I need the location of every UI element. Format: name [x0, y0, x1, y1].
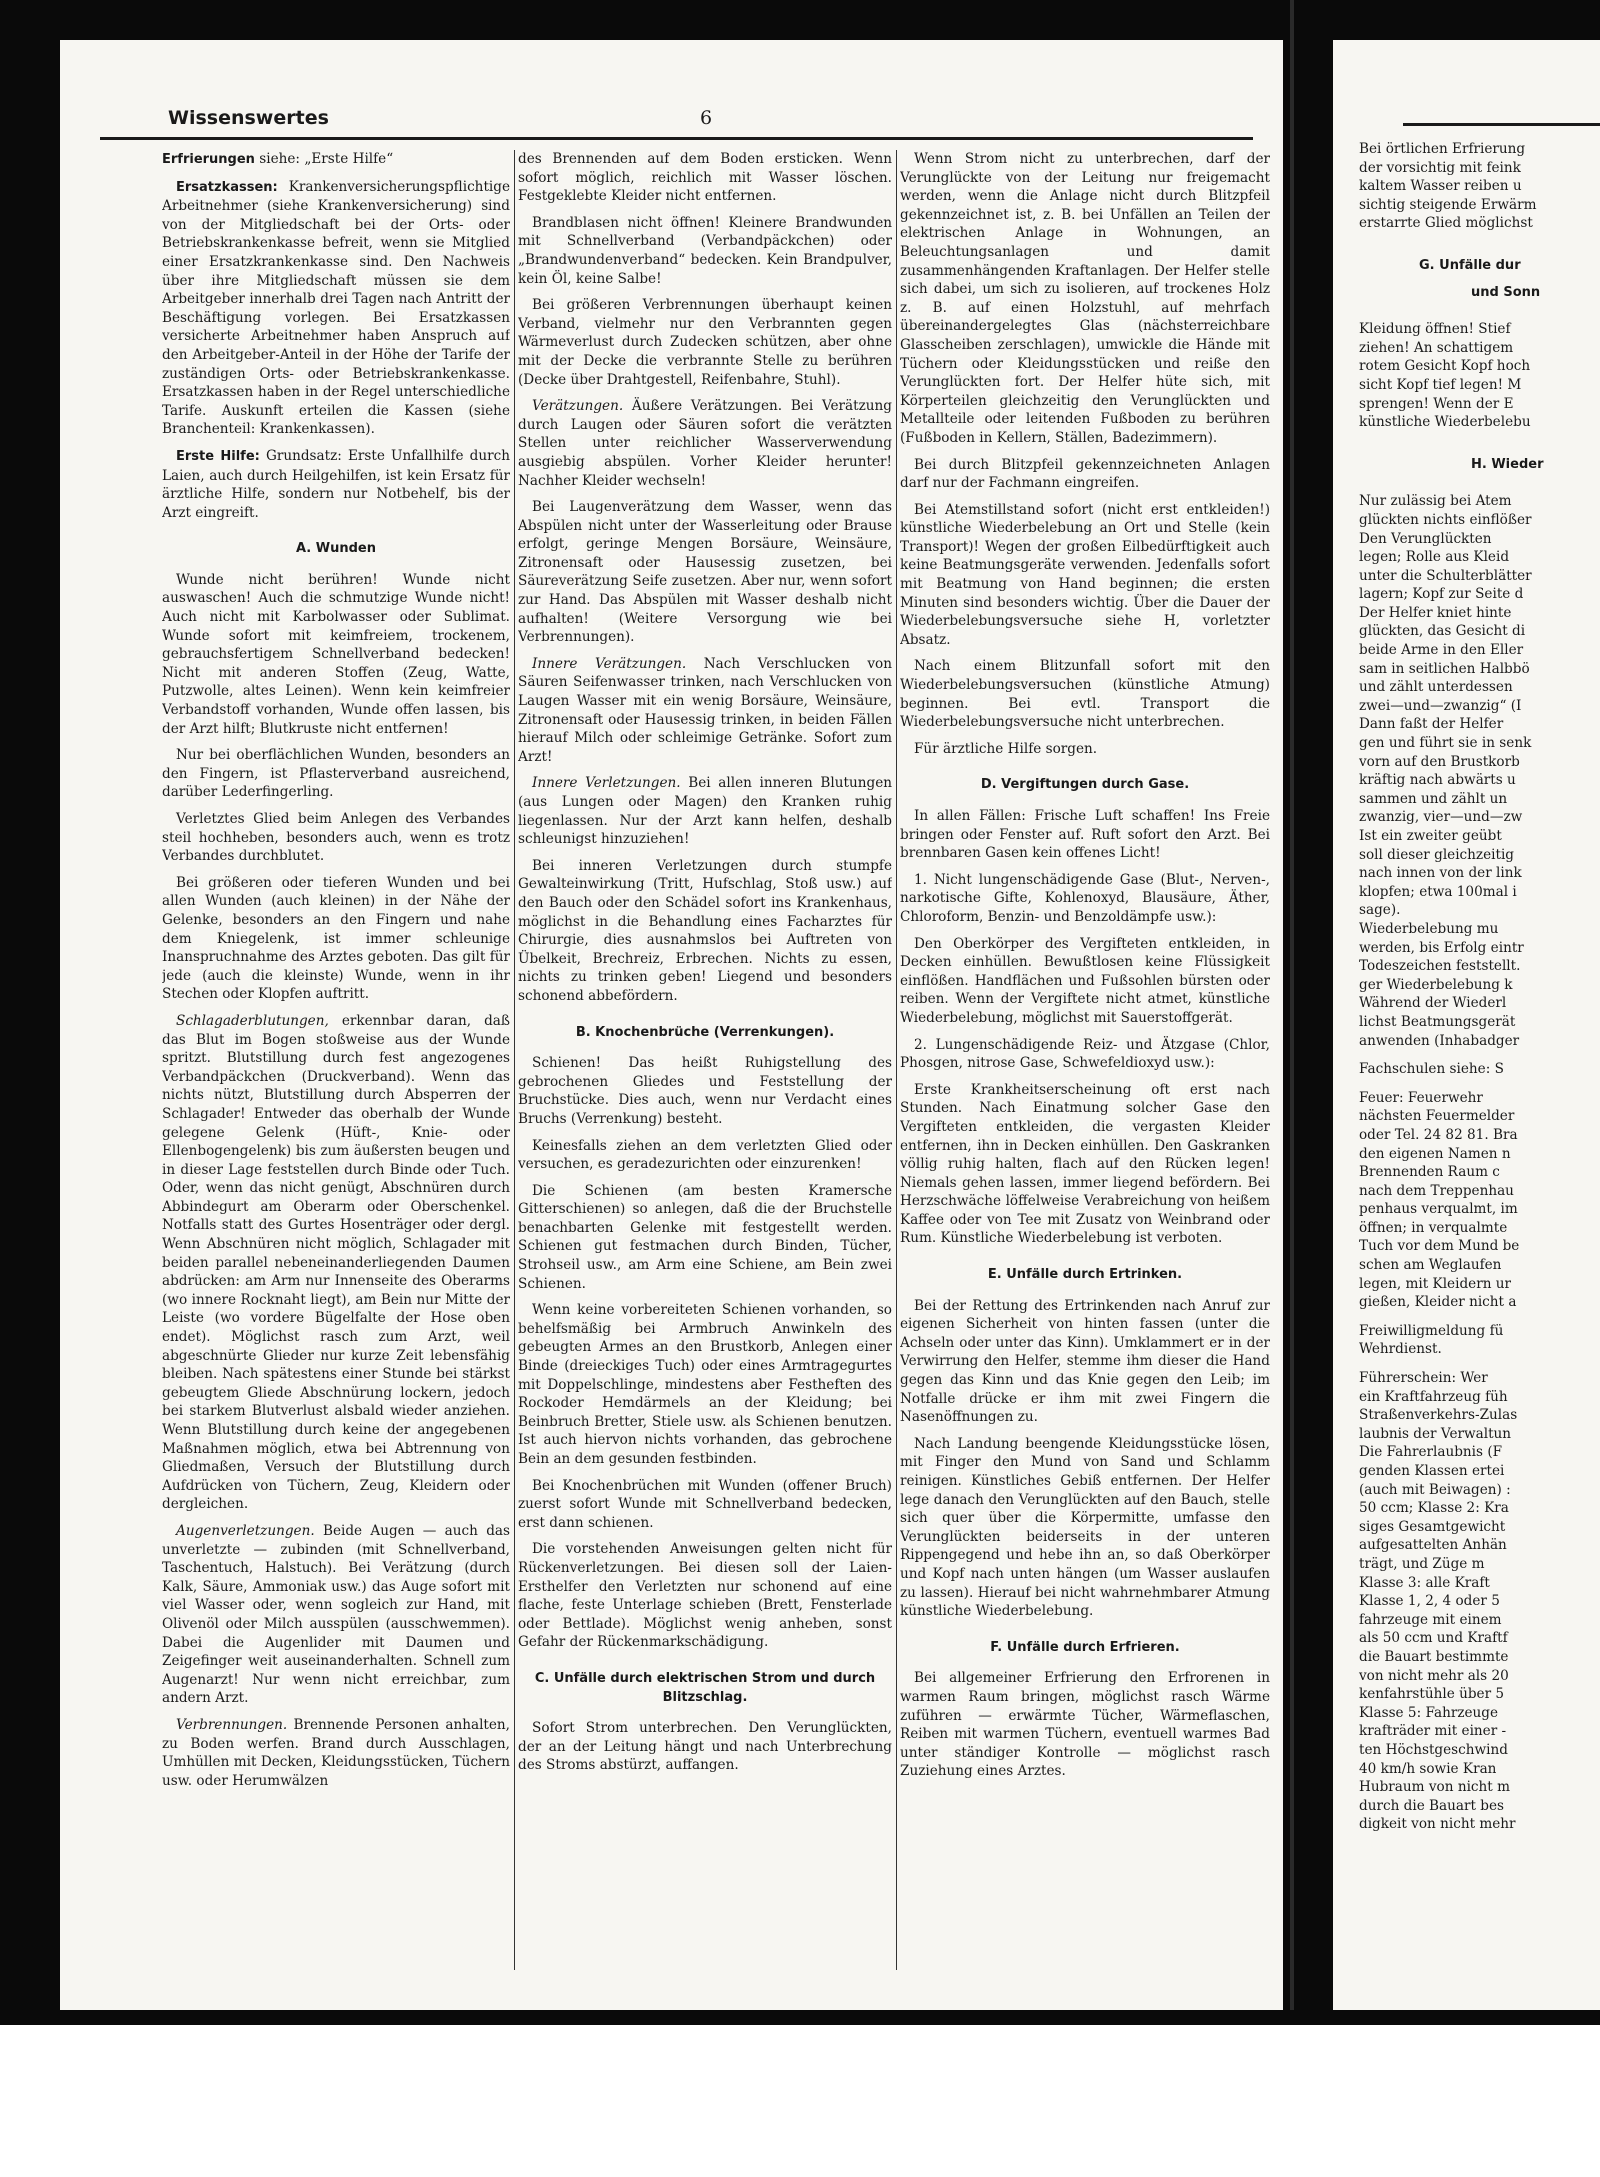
- entry-keyword: Erste Hilfe:: [176, 448, 260, 464]
- text-line: glückten, das Gesicht di: [1359, 623, 1526, 640]
- text-line: Wehrdienst.: [1359, 1341, 1442, 1358]
- text-line: kräftig nach abwärts u: [1359, 772, 1516, 789]
- paragraph: [518, 774, 892, 848]
- text-line: sprengen! Wenn der E: [1359, 395, 1514, 412]
- text-line: von nicht mehr als 20: [1359, 1667, 1509, 1684]
- paragraph: [518, 150, 892, 206]
- entry-keyword: Erfrierungen: [162, 152, 255, 167]
- text-column-3: [900, 150, 1270, 2000]
- paragraph-text: Wenn Strom nicht zu unterbrechen, darf der Verunglückte von der Leitung nur freigemacht werden, wenn die Anlage nicht durch Blitzpfeil gekennzeichnet ist, z. B. bei Unfällen an Teilen der elektrischen Anlage in Wohnungen, an Beleuchtungsanlagen und damit zusammenhängenden Kraftanlagen. Der Helfer stelle sich dabei, um sich zu isolieren, auf trockenes Holz z. B. auf einen Holzstuhl, auf mehrfach übereinandergelegtes Glas (nächsterreichbare Glasscheiben zerschlagen), umwickle die Hände mit Tüchern oder Kleidungsstücken und reiße den Verunglückten fort. Der Helfer hüte sich, mit Körperteilen gleichzeitig den Verunglückten und Metallteile oder leitenden Fußboden zu berühren (Fußboden in Kellern, Ställen, Badezimmern).: [900, 151, 1270, 446]
- subsection-keyword: Augenverletzungen.: [176, 1522, 315, 1539]
- text-line: öffnen; in verqualmte: [1359, 1219, 1508, 1236]
- paragraph: [518, 214, 892, 288]
- paragraph: [518, 1054, 892, 1128]
- text-line: den eigenen Namen n: [1359, 1145, 1511, 1162]
- paragraph-text: Keinesfalls ziehen an dem verletzten Glied oder versuchen, es geradezurichten oder einzurenken!: [518, 1137, 892, 1173]
- text-line: unter die Schulterblätter: [1359, 567, 1532, 584]
- paragraph-text: Nach Landung beengende Kleidungsstücke lösen, mit Finger den Mund von Sand und Schlamm reinigen. Künstliches Gebiß entfernen. Der Helfer lege danach den Verunglückten auf den Bauch, stelle sich quer über die Körpermitte, umfasse den Verunglückten beiderseits in der unteren Rippengegend und hebe ihn an, so daß Oberkörper und Kopf nach unten hängen (um Wasser auslaufen zu lassen). Hierauf bei nicht wahrnehmbarer Atmung künstliche Wiederbelebung.: [900, 1435, 1270, 1620]
- paragraph-text: Bei größeren oder tieferen Wunden und bei allen Wunden (auch kleinen) in der Nähe der Gelenke, besonders an den Fingern und nahe dem Kniegelenk, ist immer schleunige Inanspruchnahme des Arztes geboten. Das gilt für jede (auch die kleinste) Wunde, wenn in ihr Stechen oder Klopfen auftritt.: [162, 874, 510, 1003]
- text-line: durch die Bauart bes: [1359, 1797, 1505, 1814]
- text-line: gießen, Kleider nicht a: [1359, 1294, 1517, 1311]
- paragraph: [162, 150, 510, 170]
- text-line: Bei örtlichen Erfrierung: [1359, 141, 1526, 157]
- text-line: Klasse 1, 2, 4 oder 5: [1359, 1593, 1500, 1610]
- paragraph: [518, 1182, 892, 1294]
- paragraph: [518, 397, 892, 490]
- paragraph-text: Grundsatz: Erste Unfallhilfe durch Laien, auch durch Heilgehilfen, ist kein Ersatz für ärztliche Hilfe, sondern nur Notbehelf, bis der Arzt eingreift.: [162, 447, 510, 521]
- text-line: lichst Beatmungsgerät: [1359, 1013, 1516, 1030]
- subsection-keyword: Schlagaderblutungen,: [176, 1012, 329, 1029]
- spacer: [1359, 1359, 1600, 1369]
- text-line: zwei—und—zwanzig“ (I: [1359, 697, 1522, 714]
- paragraph-text: Wunde nicht berühren! Wunde nicht auswaschen! Auch die schmutzige Wunde nicht! Auch nicht mit Karbolwasser oder Sublimat. Wunde sofort mit keimfreiem, trockenem, gebrauchsfertigem Schnellverband bedecken! Nicht mit anderen Stoffen (Zeug, Watte, Putzwolle, altes Leinen). Wenn kein keimfreier Verbandstoff vorhanden, Wunde offen lassen, bis der Arzt hilft; Blutkruste nicht entfernen!: [162, 571, 510, 737]
- paragraph-text: Wenn keine vorbereiteten Schienen vorhanden, so behelfsmäßig bei Armbruch Anwinkeln des gebeugten Armes an den Brustkorb, Anlegen einer Binde (dreieckiges Tuch) oder eines Armtragegurtes mit Doppelschlinge, mindestens aber Festheften des Rockoder Hemdärmels an der Kleidung; bei Beinbruch Bretter, Stiele usw. als Schienen benutzen. Ist auch hiervon nichts vorhanden, das gebrochene Bein an dem gesunden festbinden.: [518, 1302, 892, 1467]
- text-line: anwenden (Inhabadger: [1359, 1032, 1520, 1049]
- paragraph-text: Verletztes Glied beim Anlegen des Verbandes steil hochheben, besonders auch, wenn es trotz Verbandes durchblutet.: [162, 811, 510, 865]
- text-line: aufgesattelten Anhän: [1359, 1537, 1507, 1554]
- text-line: Tuch vor dem Mund be: [1359, 1238, 1520, 1255]
- text-line: nach dem Treppenhau: [1359, 1182, 1514, 1199]
- text-line: trägt, und Züge m: [1359, 1555, 1485, 1572]
- paragraph-text: des Brennenden auf dem Boden ersticken. Wenn sofort möglich, reichlich mit Wasser löschen. Festgeklebte Kleider nicht entfernen.: [518, 151, 892, 205]
- text-line: oder Tel. 24 82 81. Bra: [1359, 1126, 1518, 1143]
- subsection-keyword: Verätzungen.: [532, 398, 624, 415]
- scan-border-bottom: [0, 2010, 1600, 2025]
- text-line: legen; Rolle aus Kleid: [1359, 549, 1510, 566]
- paragraph-text: Beide Augen — auch das unverletzte — zubinden (mit Schnellverband, Taschentuch, Halstuch). Bei Verätzung (durch Kalk, Säure, Ammoniak usw.) das Auge sofort mit viel Wasser oder, wenn sogleich zur Hand, mit Olivenöl oder Milch ausspülen (ausschwemmen). Dabei die Augenlider mit Daumen und Zeigefinger weit auseinanderhalten. Schnell zum Augenarzt! Nur wenn nicht erreichbar, zum andern Arzt.: [162, 1522, 510, 1707]
- right-page: [1333, 40, 1600, 2010]
- spacer: [1359, 310, 1600, 320]
- paragraph: [900, 740, 1270, 759]
- text-line: ziehen! An schattigem: [1359, 339, 1514, 356]
- paragraph: [518, 1540, 892, 1652]
- paragraph-text: Bei der Rettung des Ertrinkenden nach Anruf zur eigenen Sicherheit von hinten fassen (unter die Achseln oder unter das Kinn). Umklammert er in der Verwirrung den Helfer, stemme ihm dieser die Hand gegen das Kinn und das Knie gegen den Leib; im Notfalle drücke er ihm mit zwei Fingern die Nasenöffnungen zu.: [900, 1297, 1270, 1426]
- text-line: fahrzeuge mit einem: [1359, 1611, 1502, 1628]
- entry-keyword: Ersatzkassen:: [176, 179, 278, 195]
- paragraph-text: Die vorstehenden Anweisungen gelten nicht für Rückenverletzungen. Bei diesen soll der Laien-Ersthelfer den Verletzten nur schonend auf eine flache, feste Unterlage schieben (Brett, Fensterlade oder Bettlade). Möglichst wenig anheben, sonst Gefahr der Rückenmarkschädigung.: [518, 1541, 892, 1651]
- paragraph: [162, 810, 510, 866]
- paragraph: [900, 456, 1270, 493]
- text-line: sicht Kopf tief legen! M: [1359, 376, 1522, 393]
- paragraph-text: Sofort Strom unterbrechen. Den Verunglückten, der an der Leitung hängt und nach Unterbrechung des Stroms abstürzt, auffangen.: [518, 1720, 892, 1774]
- text-line: digkeit von nicht mehr: [1359, 1816, 1516, 1833]
- paragraph: [900, 1081, 1270, 1248]
- paragraph: [518, 1719, 892, 1775]
- text-line: Feuer: Feuerwehr: [1359, 1089, 1483, 1106]
- paragraph: [162, 447, 510, 522]
- text-line: gen und führt sie in senk: [1359, 735, 1532, 752]
- text-line: genden Klassen ertei: [1359, 1463, 1505, 1479]
- section-heading: E. Unfälle durch Ertrinken.: [987, 1267, 1183, 1283]
- text-line: vorn auf den Brustkorb: [1359, 753, 1520, 770]
- paragraph: [900, 501, 1270, 650]
- paragraph-text: Krankenversicherungspflichtige Arbeitnehmer (siehe Krankenversicherung) sind von der Mitgliedschaft bei der Orts- oder Betriebskrankenkasse befreit, wenn sie Mitglied einer Ersatzkrankenkasse sind. Den Nachweis über ihre Mitgliedschaft müssen sie dem Arbeitgeber innerhalb drei Tagen nach Antritt der Beschäftigung vorlegen. Bei Ersatzkassen versicherte Arbeitnehmer haben Anspruch auf den Arbeitgeber-Anteil in der Höhe der Tarife der zuständigen Orts- oder Betriebskrankenkasse. Ersatzkassen haben in der Regel unterschiedliche Tarife. Auskunft erteilen die Kassen (siehe Branchenteil: Krankenkassen).: [162, 178, 510, 438]
- text-line: kenfahrstühle über 5: [1359, 1686, 1505, 1703]
- paragraph-text: Bei durch Blitzpfeil gekennzeichneten Anlagen darf nur der Fachmann eingreifen.: [900, 456, 1270, 492]
- text-line: sam in seitlichen Halbbö: [1359, 660, 1530, 677]
- paragraph: [900, 1036, 1270, 1073]
- subsection-keyword: Verbrennungen.: [176, 1716, 288, 1733]
- text-line: ten Höchstgeschwind: [1359, 1741, 1508, 1758]
- text-line: Führerschein: Wer: [1359, 1370, 1488, 1387]
- paragraph: [518, 1137, 892, 1174]
- section-heading: C. Unfälle durch elektrischen Strom und durch Blitzschlag.: [534, 1670, 876, 1705]
- scan-border-top: [0, 0, 1600, 40]
- paragraph-text: 1. Nicht lungenschädigende Gase (Blut-, Nerven-, narkotische Gifte, Kohlenoxyd, Blausäure, Äther, Chloroform, Benzin- und Benzoldämpfe usw.):: [900, 871, 1270, 925]
- text-line: krafträder mit einer -: [1359, 1723, 1507, 1740]
- text-line: künstliche Wiederbelebu: [1359, 414, 1531, 431]
- paragraph: [162, 178, 510, 439]
- text-line: werden, bis Erfolg eintr: [1359, 939, 1524, 956]
- text-line: legen, mit Kleidern ur: [1359, 1275, 1512, 1292]
- text-line: Klasse 5: Fahrzeuge: [1359, 1704, 1499, 1721]
- text-column-1: [162, 150, 510, 2000]
- text-line: erstarrte Glied möglichst: [1359, 215, 1533, 232]
- text-line: 40 km/h sowie Kran: [1359, 1760, 1497, 1777]
- text-line: klopfen; etwa 100mal i: [1359, 883, 1517, 900]
- paragraph: [900, 1435, 1270, 1621]
- subsection-keyword: Innere Verletzungen.: [532, 775, 681, 792]
- text-line: schen am Weglaufen: [1359, 1257, 1502, 1274]
- text-line: Kleidung öffnen! Stief: [1359, 321, 1511, 338]
- right-header-rule: [1403, 123, 1600, 126]
- paragraph: [518, 498, 892, 647]
- paragraph-text: Brandblasen nicht öffnen! Kleinere Brandwunden mit Schnellverband (Verbandpäckchen) oder „Brandwundenverband“ bedecken. Kein Brandpulver, kein Öl, keine Salbe!: [518, 214, 892, 287]
- text-line: Während der Wiederl: [1359, 995, 1507, 1012]
- paragraph-text: Bei Laugenverätzung dem Wasser, wenn das Abspülen nicht unter der Wasserleitung oder Brause erfolgt, geringe Mengen Borsäure, Weinsäure, Zitronensaft oder Hausessig zusetzen, bei Säureverätzung Seife zusetzen. Aber nur, wenn sofort zur Hand. Das Abspülen mit Wasser deshalb nicht aufhalten! (Weitere Versorgung wie bei Verbrennungen).: [518, 499, 892, 646]
- text-line: der vorsichtig mit feink: [1359, 159, 1521, 176]
- page-header: [100, 103, 1253, 140]
- paragraph: [900, 935, 1270, 1028]
- section-heading: B. Knochenbrüche (Verrenkungen).: [575, 1024, 835, 1040]
- text-line: die Bauart bestimmte: [1359, 1648, 1509, 1665]
- paragraph-text: Bei inneren Verletzungen durch stumpfe Gewalteinwirkung (Tritt, Hufschlag, Stoß usw.) auf den Bauch oder den Schädel sofort ins Krankenhaus, möglichst in die Behandlung eines Facharztes für Chirurgie, dies ausnahmslos bei Auftreten von Übelkeit, Brechreiz, Erbrechen. Nichts zu essen, nichts zu trinken geben! Liegend und besonders schonend abbefördern.: [518, 857, 892, 1004]
- text-line: ein Kraftfahrzeug füh: [1359, 1388, 1508, 1405]
- text-line: sammen und zählt un: [1359, 790, 1508, 807]
- paragraph: [900, 1297, 1270, 1427]
- paragraph: [900, 657, 1270, 731]
- text-line: Dann faßt der Helfer: [1359, 716, 1504, 733]
- paragraph-text: Erste Krankheitserscheinung oft erst nach Stunden. Nach Einatmung solcher Gase den Vergifteten entkleiden, die vergasten Kleider entfernen, ihn in Decken einhüllen. Den Gaskranken völlig ruhig halten, flach auf den Rücken legen! Niemals gehen lassen, immer liegend befördern. Bei Herzschwäche löffelweise Verabreichung von heißem Kaffee oder von Tee mit Zusatz von Weinbrand oder Rum. Künstliche Wiederbelebung ist verboten.: [900, 1081, 1270, 1247]
- scan-margin-bottom: [0, 2025, 1600, 2177]
- paragraph: [900, 150, 1270, 448]
- text-line: nach innen von der link: [1359, 865, 1522, 882]
- paragraph-text: Nur bei oberflächlichen Wunden, besonders an den Fingern, ist Pflasterverband ausreichend, darüber Lederfingerling.: [162, 747, 510, 801]
- paragraph: [900, 807, 1270, 863]
- text-line: beide Arme in den Eller: [1359, 642, 1524, 659]
- paragraph-text: 2. Lungenschädigende Reiz- und Ätzgase (Chlor, Phosgen, nitrose Gase, Schwefeldioxyd usw.):: [900, 1036, 1270, 1072]
- gutter-edge: [1290, 0, 1294, 2025]
- paragraph-text: Nach einem Blitzunfall sofort mit den Wiederbelebungsversuchen (künstliche Atmung) beginnen. Bei evtl. Transport die Wiederbelebungsversuche nicht unterbrechen.: [900, 658, 1270, 731]
- column-rule-1: [514, 150, 515, 1970]
- text-line: Der Helfer kniet hinte: [1359, 604, 1512, 621]
- text-line: nächsten Feuermelder: [1359, 1108, 1515, 1125]
- text-column-2: [518, 150, 892, 2000]
- scan-border-left: [0, 0, 60, 2025]
- spacer: [1359, 1050, 1600, 1060]
- text-line: lagern; Kopf zur Seite d: [1359, 586, 1524, 603]
- right-page-column: [1359, 140, 1600, 1834]
- spacer: [1359, 1079, 1600, 1089]
- paragraph-text: Den Oberkörper des Vergifteten entkleiden, in Decken einhüllen. Bewußtlosen keine Flüssigkeit einflößen. Handflächen und Fußsohlen bürsten oder reiben. Wenn der Vergiftete nicht atmet, künstliche Wiederbelebung, möglichst mit Sauerstoffgerät.: [900, 935, 1270, 1026]
- spacer: [1359, 233, 1600, 243]
- paragraph-text: Bei allgemeiner Erfrierung den Erfrorenen in warmen Raum bringen, möglichst rasch Wärme zuführen — erwärmte Tücher, Wärmeflaschen, Reiben mit warmen Tüchern, eventuell warmes Bad unter ständiger Kontrolle — möglichst rasch Zuziehung eines Arztes.: [900, 1670, 1270, 1780]
- spacer: [1359, 482, 1600, 492]
- text-line: Klasse 3: alle Kraft: [1359, 1574, 1490, 1591]
- text-line: siges Gesamtgewicht: [1359, 1518, 1506, 1535]
- paragraph-text: Bei größeren Verbrennungen überhaupt keinen Verband, vielmehr nur den Verbrannten gegen Wärmeverlust durch Zudecken schützen, aber ohne mit der Decke die verbrannte Stelle zu berühren (Decke über Drahtgestell, Reifenbahre, Stuhl).: [518, 297, 892, 388]
- text-line: Ist ein zweiter geübt: [1359, 828, 1502, 844]
- section-title: Wissenswertes: [168, 107, 329, 129]
- section-heading: A. Wunden: [296, 541, 376, 557]
- text-line: sage).: [1359, 902, 1401, 919]
- text-line: Die Fahrerlaubnis (F: [1359, 1444, 1503, 1461]
- paragraph-text: Schienen! Das heißt Ruhigstellung des gebrochenen Gliedes und Feststellung der Bruchstücke. Dies auch, wenn nur Verdacht eines Bruchs (Verrenkung) besteht.: [518, 1055, 892, 1127]
- text-line: und zählt unterdessen: [1359, 679, 1513, 696]
- paragraph: [518, 1301, 892, 1468]
- paragraph-text: erkennbar daran, daß das Blut im Bogen stoßweise aus der Wunde spritzt. Blutstillung durch fest angezogenes Verbandpäckchen (Druckverband). Wenn das nichts nützt, Blutstillung durch Absperren der Schlagader! Entweder das oberhalb der Wunde gelegene Gelenk (Hüft-, Knie- oder Ellenbogengelenk) bis zum äußersten beugen und in dieser Lage feststellen durch Binde oder Tuch. Oder, wenn das nicht genügt, Abschnüren durch Abbindegurt am Oberarm oder Oberschenkel. Notfalls statt des Gurtes Hosenträger oder dergl. Wenn Abschnüren nicht möglich, Schlagader mit beiden parallel nebeneinanderliegenden Daumen abdrücken: am Arm nur Innenseite des Oberarms (wo innere Rocknaht liegt), am Bein nur Mitte der Leiste (wo vordere Bügelfalte der Hose oben endet). Möglichst rasch zum Arzt, weil abgeschnürte Glieder nur kurze Zeit lebensfähig bleiben. Nach spätestens einer Stunde bei stärkst gebeugtem Gliede Abschnürung lockern, jedoch bei starkem Blutverlust alsbald wieder anziehen. Wenn Blutstillung durch keine der angegebenen Maßnahmen möglich, etwa bei Abtrennung von Gliedmaßen, Versuch der Blutstillung durch Aufdrücken von Tüchern, Zeug, Kleidern oder dergleichen.: [162, 1012, 510, 1513]
- spacer: [1359, 1312, 1600, 1322]
- paragraph: [162, 746, 510, 802]
- text-line: ger Wiederbelebung k: [1359, 976, 1513, 993]
- paragraph: [518, 857, 892, 1006]
- paragraph-text: siehe: „Erste Hilfe“: [254, 151, 394, 167]
- text-line: laubnis der Verwaltun: [1359, 1425, 1512, 1442]
- section-heading: D. Vergiftungen durch Gase.: [980, 777, 1190, 793]
- text-line: penhaus verqualmt, im: [1359, 1201, 1518, 1218]
- paragraph-text: Nach Verschlucken von Säuren Seifenwasser trinken, nach Verschlucken von Laugen Wasser mit ein wenig Borsäure, Weinsäure, Zitronensaft oder Hausessig trinken, in beiden Fällen hierauf Milch oder schleimige Getränke. Sofort zum Arzt!: [518, 655, 892, 765]
- paragraph: [518, 1477, 892, 1533]
- paragraph-text: Bei allen inneren Blutungen (aus Lungen oder Magen) den Kranken ruhig liegenlassen. Nur der Arzt kann helfen, deshalb schleunigst hinzuziehen!: [518, 775, 892, 848]
- text-line: Straßenverkehrs-Zulas: [1359, 1407, 1518, 1424]
- text-line: zwanzig, vier—und—zw: [1359, 809, 1523, 826]
- paragraph: [518, 296, 892, 389]
- text-line: Freiwilligmeldung fü: [1359, 1322, 1504, 1339]
- section-heading: F. Unfälle durch Erfrieren.: [990, 1639, 1180, 1655]
- paragraph-text: In allen Fällen: Frische Luft schaffen! Ins Freie bringen oder Fenster auf. Ruft sofort den Arzt. Bei brennbaren Gasen kein offenes Licht!: [900, 808, 1270, 862]
- text-line: soll dieser gleichzeitig: [1359, 846, 1514, 863]
- paragraph: [162, 1716, 510, 1790]
- paragraph: [162, 571, 510, 738]
- section-heading: und Sonn: [1471, 284, 1541, 300]
- page-number: 6: [700, 107, 713, 129]
- text-line: rotem Gesicht Kopf hoch: [1359, 358, 1531, 375]
- text-line: glückten nichts einflößer: [1359, 511, 1532, 528]
- section-heading: H. Wieder: [1471, 456, 1544, 472]
- paragraph-text: Für ärztliche Hilfe sorgen.: [914, 740, 1098, 757]
- paragraph: [162, 1522, 510, 1708]
- paragraph-text: Bei Atemstillstand sofort (nicht erst entkleiden!) künstliche Wiederbelebung an Ort und Stelle (kein Transport)! Wegen der großen Eilbedürftigkeit auch keine Beatmungsgeräte verwenden. Jedenfalls sofort mit Beatmung von Hand beginnen; die ersten Minuten sind besonders wichtig. Über die Dauer der Wiederbelebungsversuche siehe H, vorletzter Absatz.: [900, 501, 1270, 648]
- paragraph-text: Die Schienen (am besten Kramersche Gitterschienen) so anlegen, daß die der Bruchstelle benachbarten Gelenke mit festgestellt werden. Schienen gut festmachen durch Binden, Tücher, Strohseil usw., am Arm eine Schiene, am Bein zwei Schienen.: [518, 1182, 892, 1292]
- spacer: [1359, 432, 1600, 442]
- paragraph-text: Bei Knochenbrüchen mit Wunden (offener Bruch) zuerst sofort Wunde mit Schnellverband bedecken, erst dann schienen.: [518, 1477, 892, 1531]
- text-line: Todeszeichen feststellt.: [1359, 958, 1521, 975]
- text-line: Den Verunglückten: [1359, 530, 1492, 547]
- text-line: Wiederbelebung mu: [1359, 920, 1499, 937]
- paragraph-text: Brennende Personen anhalten, zu Boden werfen. Brand durch Ausschlagen, Umhüllen mit Decken, Kleidungsstücken, Tüchern usw. oder Herumwälzen: [162, 1716, 510, 1789]
- paragraph: [518, 655, 892, 767]
- column-rule-2: [896, 150, 897, 1970]
- subsection-keyword: Innere Verätzungen.: [532, 655, 687, 672]
- paragraph: [162, 1012, 510, 1514]
- paragraph: [900, 1669, 1270, 1781]
- paragraph-text: Äußere Verätzungen. Bei Verätzung durch Laugen oder Säuren sofort die verätzten Stellen unter reichlicher Wasserverwendung ausgiebig abspülen. Vorher Kleider herunter! Nachher Kleider wechseln!: [518, 398, 892, 489]
- text-line: Fachschulen siehe: S: [1359, 1061, 1504, 1078]
- text-line: 50 ccm; Klasse 2: Kra: [1359, 1500, 1509, 1517]
- paragraph: [162, 874, 510, 1004]
- section-heading: G. Unfälle dur: [1419, 257, 1521, 273]
- text-line: sichtig steigende Erwärm: [1359, 196, 1537, 213]
- text-line: Hubraum von nicht m: [1359, 1779, 1510, 1796]
- text-line: kaltem Wasser reiben u: [1359, 178, 1522, 195]
- text-line: als 50 ccm und Kraftf: [1359, 1630, 1508, 1647]
- text-line: (auch mit Beiwagen) :: [1359, 1481, 1511, 1498]
- text-line: Brennenden Raum c: [1359, 1164, 1500, 1181]
- paragraph: [900, 871, 1270, 927]
- text-line: Nur zulässig bei Atem: [1359, 493, 1512, 510]
